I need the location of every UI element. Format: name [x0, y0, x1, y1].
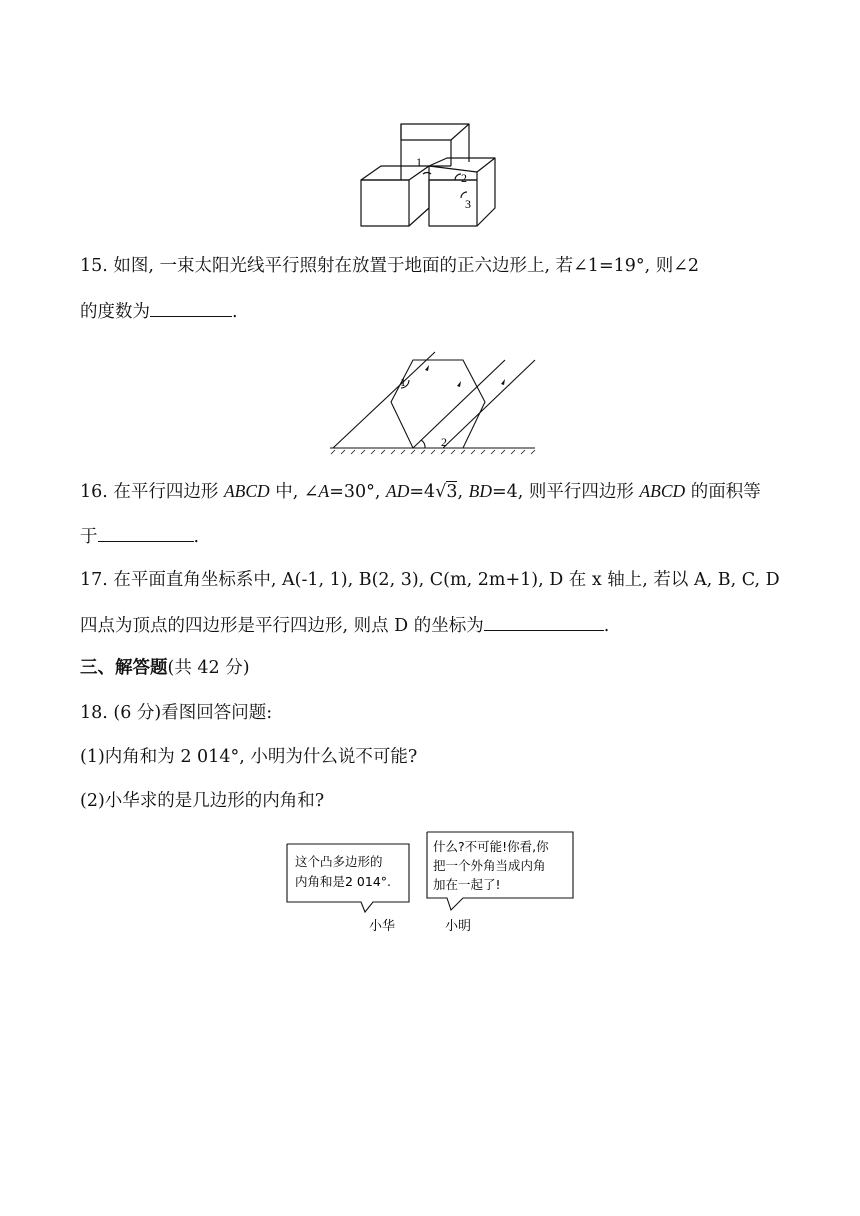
cubes-figure [355, 118, 505, 233]
angle-label-2: 2 [441, 435, 447, 449]
q16-sqrt3: 3 [446, 482, 458, 502]
q16-line2 [80, 523, 199, 549]
right-speaker-name: 小明 [445, 919, 472, 934]
q16-bd: BD [468, 481, 492, 501]
q18-sub1: (1)内角和为 2 014°, 小明为什么说不可能? [80, 747, 418, 767]
sqrt-symbol: √3 [435, 482, 458, 502]
q15-answer-blank[interactable] [150, 298, 232, 317]
q15-line1: 15. 如图, 一束太阳光线平行照射在放置于地面的正六边形上, 若∠1=19°, 则∠2 [80, 256, 700, 276]
q16-text: 的面积等 [685, 482, 761, 502]
q17-period: . [603, 616, 610, 636]
q16-answer-blank[interactable] [98, 523, 194, 542]
q16-text: =30°, [329, 482, 387, 502]
q16-line2-text: 于 [80, 527, 98, 547]
left-bubble-line1: 这个凸多边形的 [295, 854, 383, 869]
right-bubble-line2: 把一个外角当成内角 [433, 858, 546, 873]
q16-text: =4, 则平行四边形 [491, 482, 640, 502]
q15-line2-text: 的度数为 [80, 302, 150, 322]
speech-bubbles-figure [285, 830, 580, 940]
q17-line2 [80, 612, 609, 638]
q16-line1 [80, 479, 761, 504]
section3-score: (共 42 分) [167, 658, 250, 678]
right-bubble-line3: 加在一起了! [433, 877, 501, 892]
q16-ad: AD [386, 481, 410, 501]
q16-period: . [193, 527, 200, 547]
q18-line1: 18. (6 分)看图回答问题: [80, 703, 273, 723]
angle-label-1: 1 [400, 375, 406, 389]
angle-label-2: 2 [461, 171, 467, 185]
q15-line2 [80, 298, 238, 324]
q17-line1: 17. 在平面直角坐标系中, A(-1, 1), B(2, 3), C(m, 2m+1), D 在 x 轴上, 若以 A, B, C, D [80, 570, 780, 590]
q15-period: . [232, 302, 238, 322]
left-speaker-name: 小华 [369, 919, 396, 934]
right-bubble-line1: 什么?不可能!你看,你 [433, 839, 549, 854]
q16-abcd2: ABCD [639, 481, 686, 501]
angle-label-1: 1 [416, 155, 422, 169]
left-bubble-line2: 内角和是2 014°. [295, 874, 392, 889]
q17-answer-blank[interactable] [484, 612, 604, 631]
q16-abcd: ABCD [223, 481, 270, 501]
q17-line2-text: 四点为顶点的四边形是平行四边形, 则点 D 的坐标为 [80, 616, 484, 636]
hexagon-sunlight-figure [325, 350, 540, 455]
q16-text: =4 [409, 482, 436, 502]
q16-a: A [318, 481, 330, 501]
section3-title: 三、解答题 [80, 658, 168, 678]
angle-label-3: 3 [465, 197, 471, 211]
q16-text: , [457, 482, 469, 502]
q18-sub2: (2)小华求的是几边形的内角和? [80, 791, 325, 811]
q16-text: 中, ∠ [269, 482, 319, 502]
section3-heading [80, 656, 250, 680]
q16-text: 16. 在平行四边形 [80, 482, 224, 502]
